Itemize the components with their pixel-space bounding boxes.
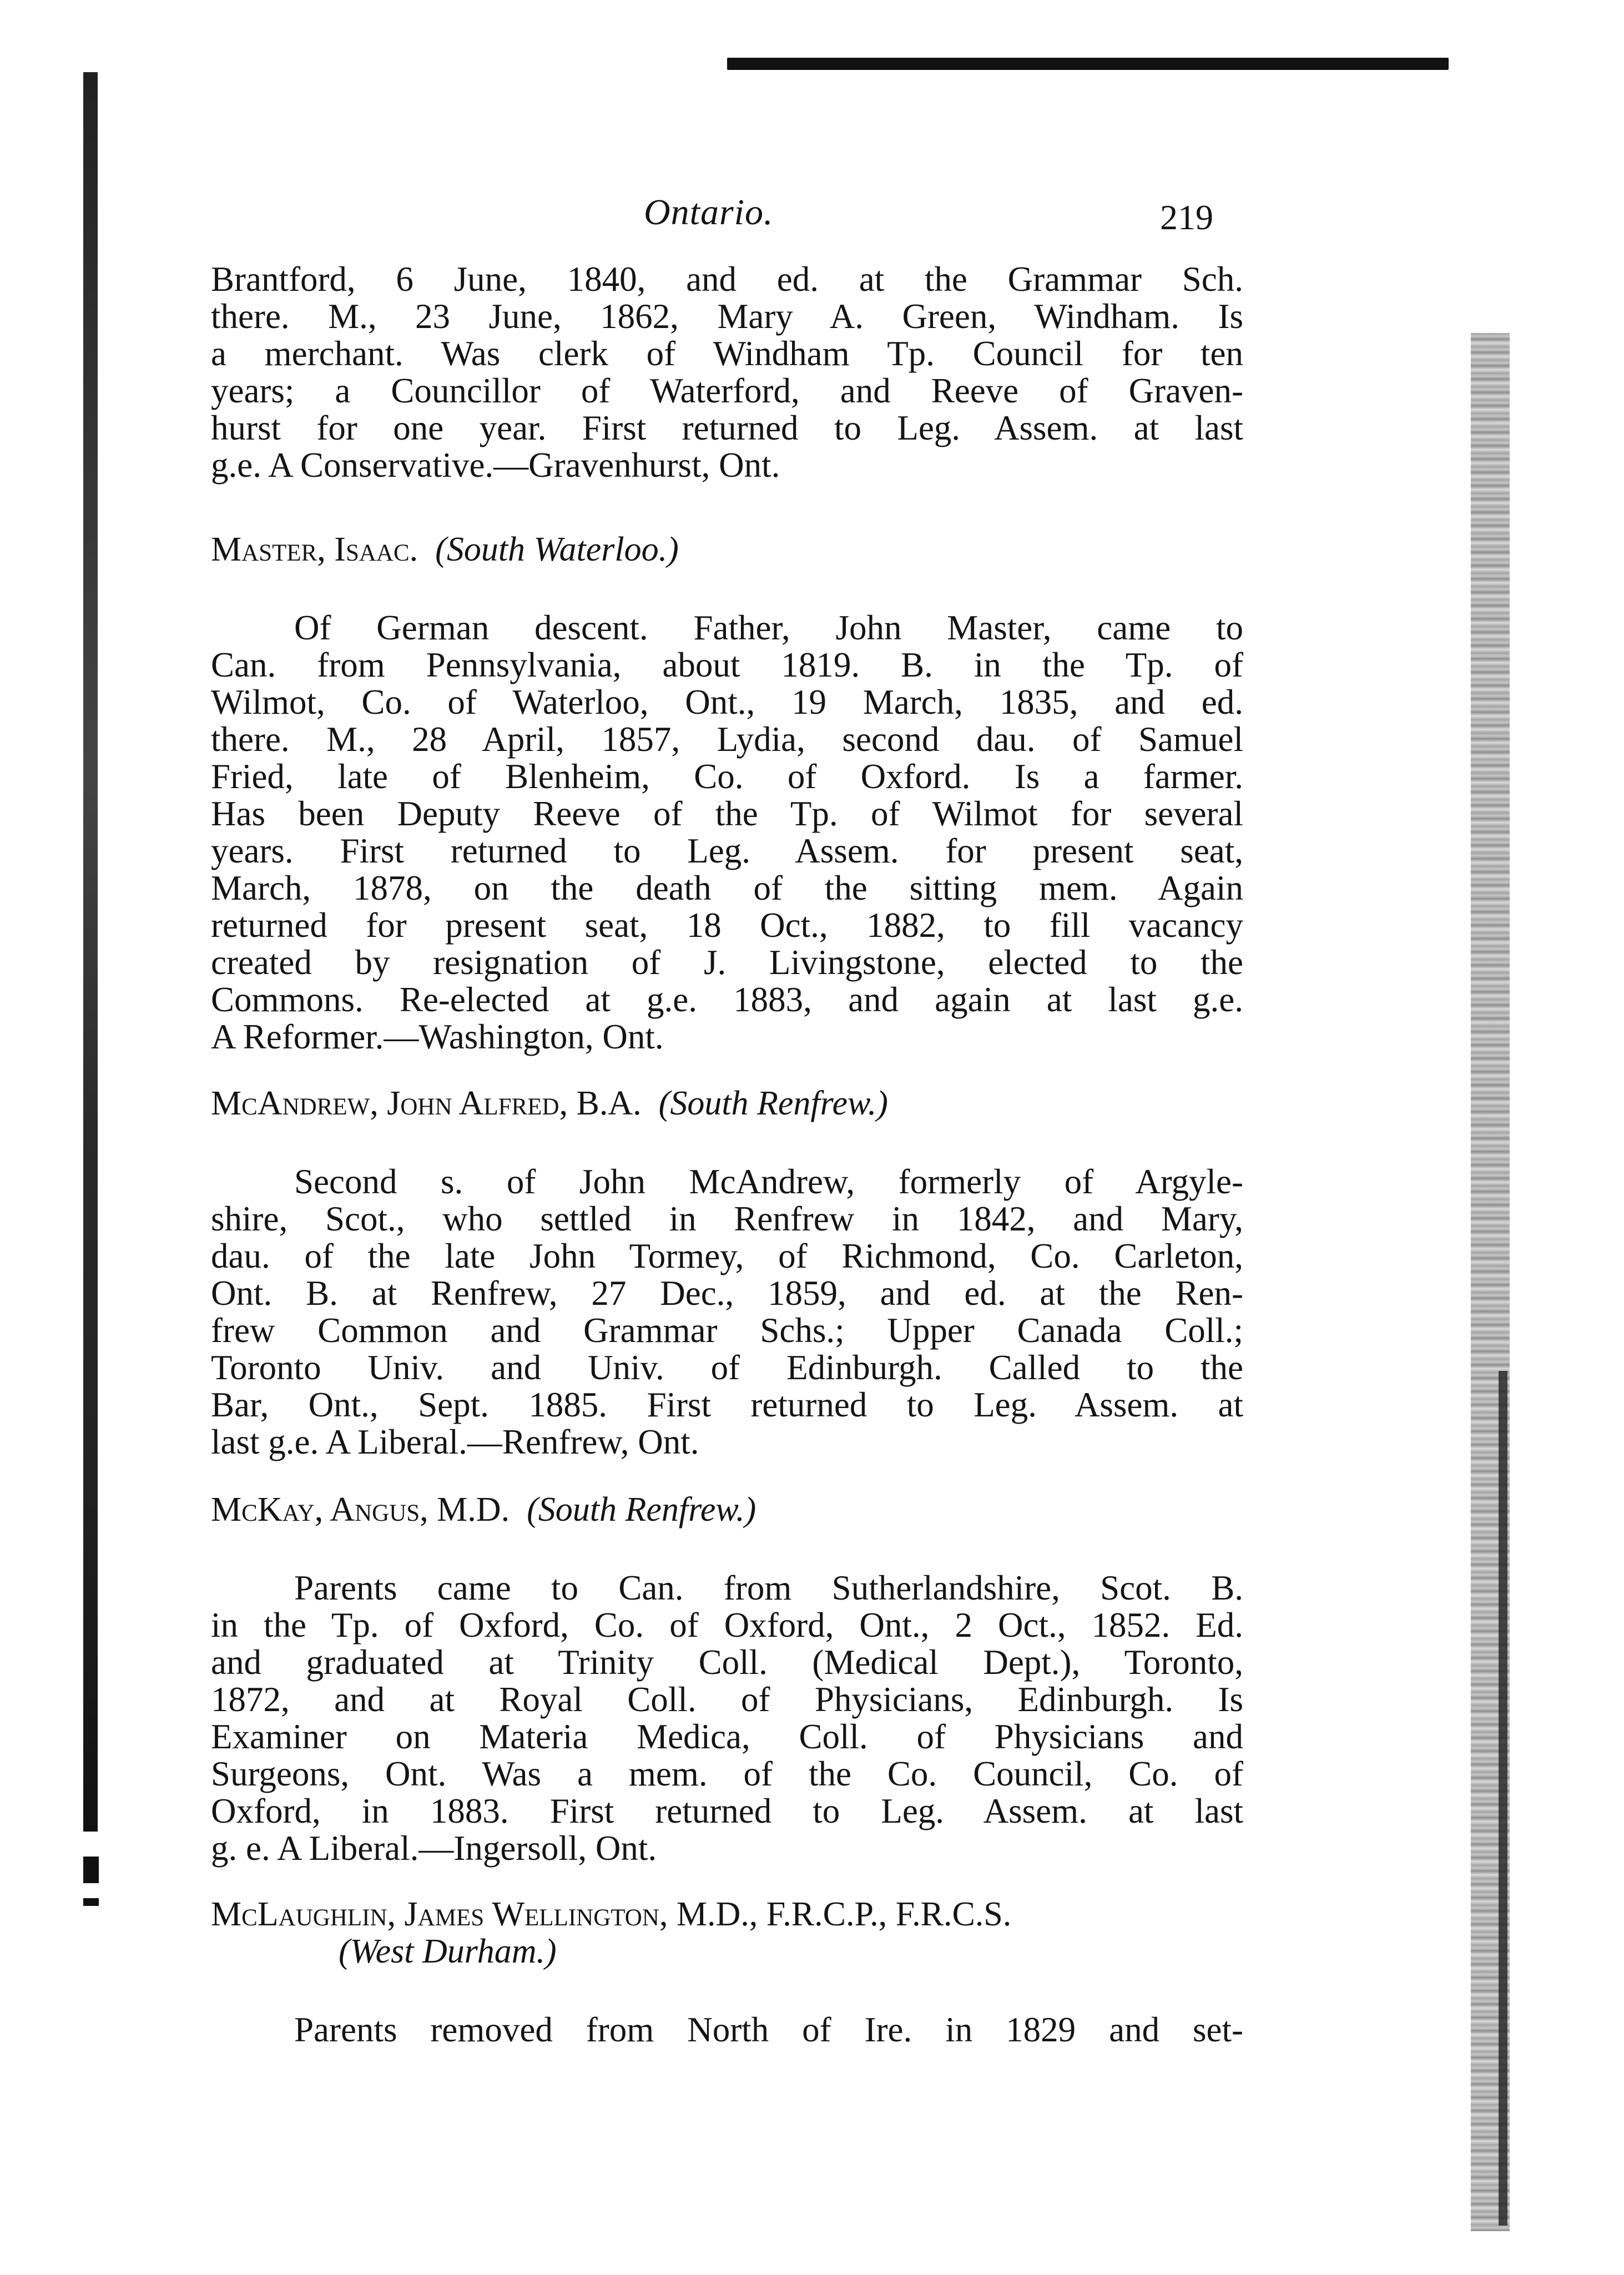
text-line: Surgeons, Ont. Was a mem. of the Co. Council, Co. of bbox=[211, 1754, 1243, 1793]
entry-heading-master bbox=[211, 531, 679, 568]
entry-constituency: (West Durham.) bbox=[339, 1933, 557, 1970]
text-line: and graduated at Trinity Coll. (Medical Dept.), Toronto, bbox=[211, 1643, 1243, 1682]
entry-body-master bbox=[211, 609, 1243, 1056]
scan-mark bbox=[83, 1857, 99, 1883]
entry-name: Master, Isaac. bbox=[211, 531, 418, 568]
entry-constituency: (South Renfrew.) bbox=[527, 1491, 756, 1529]
scan-edge-left bbox=[83, 72, 98, 1832]
entry-name: McAndrew, John Alfred, B.A. bbox=[211, 1084, 642, 1122]
running-head: Ontario. bbox=[644, 192, 774, 233]
entry-heading-mclaughlin bbox=[211, 1896, 1011, 1933]
intro-paragraph bbox=[211, 261, 1243, 484]
text-line: Brantford, 6 June, 1840, and ed. at the Grammar Sch. bbox=[211, 260, 1243, 299]
text-line: returned for present seat, 18 Oct., 1882, to fill vacancy bbox=[211, 906, 1243, 945]
text-line: a merchant. Was clerk of Windham Tp. Council for ten bbox=[211, 334, 1243, 373]
text-line: g. e. A Liberal.—Ingersoll, Ont. bbox=[211, 1829, 657, 1868]
text-line: Wilmot, Co. of Waterloo, Ont., 19 March, 1835, and ed. bbox=[211, 683, 1243, 722]
text-line: Of German descent. Father, John Master, came to bbox=[294, 608, 1243, 647]
text-line: Toronto Univ. and Univ. of Edinburgh. Called to the bbox=[211, 1348, 1243, 1387]
entry-constituency: (South Waterloo.) bbox=[435, 531, 679, 568]
scan-edge-right-core bbox=[1499, 1371, 1507, 2226]
scan-edge-top bbox=[727, 58, 1449, 70]
entry-body-mckay bbox=[211, 1570, 1243, 1867]
text-line: Second s. of John McAndrew, formerly of Argyle- bbox=[294, 1162, 1243, 1201]
text-line: 1872, and at Royal Coll. of Physicians, Edinburgh. Is bbox=[211, 1680, 1243, 1719]
text-line: Can. from Pennsylvania, about 1819. B. in the Tp. of bbox=[211, 645, 1243, 684]
scan-mark bbox=[83, 1898, 99, 1906]
page-number: 219 bbox=[1160, 198, 1213, 237]
entry-name: McLaughlin, James Wellington, M.D., F.R.C.P., F.R.C.S. bbox=[211, 1895, 1012, 1933]
text-line: years. First returned to Leg. Assem. for present seat, bbox=[211, 831, 1243, 870]
text-line: Parents came to Can. from Sutherlandshire, Scot. B. bbox=[294, 1568, 1243, 1607]
entry-body-mcandrew bbox=[211, 1163, 1243, 1461]
text-line: A Reformer.—Washington, Ont. bbox=[211, 1017, 664, 1056]
entry-name: McKay, Angus, M.D. bbox=[211, 1491, 510, 1529]
entry-constituency: (South Renfrew.) bbox=[658, 1084, 888, 1122]
text-line: last g.e. A Liberal.—Renfrew, Ont. bbox=[211, 1422, 699, 1461]
entry-body-mclaughlin bbox=[211, 2011, 1243, 2049]
text-line: Has been Deputy Reeve of the Tp. of Wilmot for several bbox=[211, 794, 1243, 833]
text-line: March, 1878, on the death of the sitting mem. Again bbox=[211, 869, 1243, 907]
text-line: hurst for one year. First returned to Leg. Assem. at last bbox=[211, 408, 1243, 447]
text-line: Oxford, in 1883. First returned to Leg. Assem. at last bbox=[211, 1792, 1243, 1830]
text-line: shire, Scot., who settled in Renfrew in 1842, and Mary, bbox=[211, 1199, 1243, 1238]
text-line: g.e. A Conservative.—Gravenhurst, Ont. bbox=[211, 446, 780, 485]
text-line: Fried, late of Blenheim, Co. of Oxford. Is a farmer. bbox=[211, 757, 1243, 796]
text-line: dau. of the late John Tormey, of Richmond, Co. Carleton, bbox=[211, 1237, 1243, 1275]
entry-heading-mcandrew bbox=[211, 1085, 888, 1122]
entry-heading-mckay bbox=[211, 1491, 756, 1529]
text-line: Examiner on Materia Medica, Coll. of Physicians and bbox=[211, 1717, 1243, 1756]
text-line: there. M., 28 April, 1857, Lydia, second dau. of Samuel bbox=[211, 720, 1243, 759]
text-line: frew Common and Grammar Schs.; Upper Canada Coll.; bbox=[211, 1311, 1243, 1350]
text-line: created by resignation of J. Livingstone, elected to the bbox=[211, 943, 1243, 982]
text-line: years; a Councillor of Waterford, and Reeve of Graven- bbox=[211, 371, 1243, 410]
text-line: Bar, Ont., Sept. 1885. First returned to Leg. Assem. at bbox=[211, 1385, 1243, 1424]
text-line: Ont. B. at Renfrew, 27 Dec., 1859, and ed. at the Ren- bbox=[211, 1274, 1243, 1313]
text-line: in the Tp. of Oxford, Co. of Oxford, Ont., 2 Oct., 1852. Ed. bbox=[211, 1606, 1243, 1645]
text-line: there. M., 23 June, 1862, Mary A. Green, Windham. Is bbox=[211, 297, 1243, 336]
text-line: Parents removed from North of Ire. in 1829 and set- bbox=[294, 2010, 1243, 2049]
entry-constituency-line bbox=[339, 1933, 557, 1970]
text-line: Commons. Re-elected at g.e. 1883, and again at last g.e. bbox=[211, 980, 1243, 1019]
